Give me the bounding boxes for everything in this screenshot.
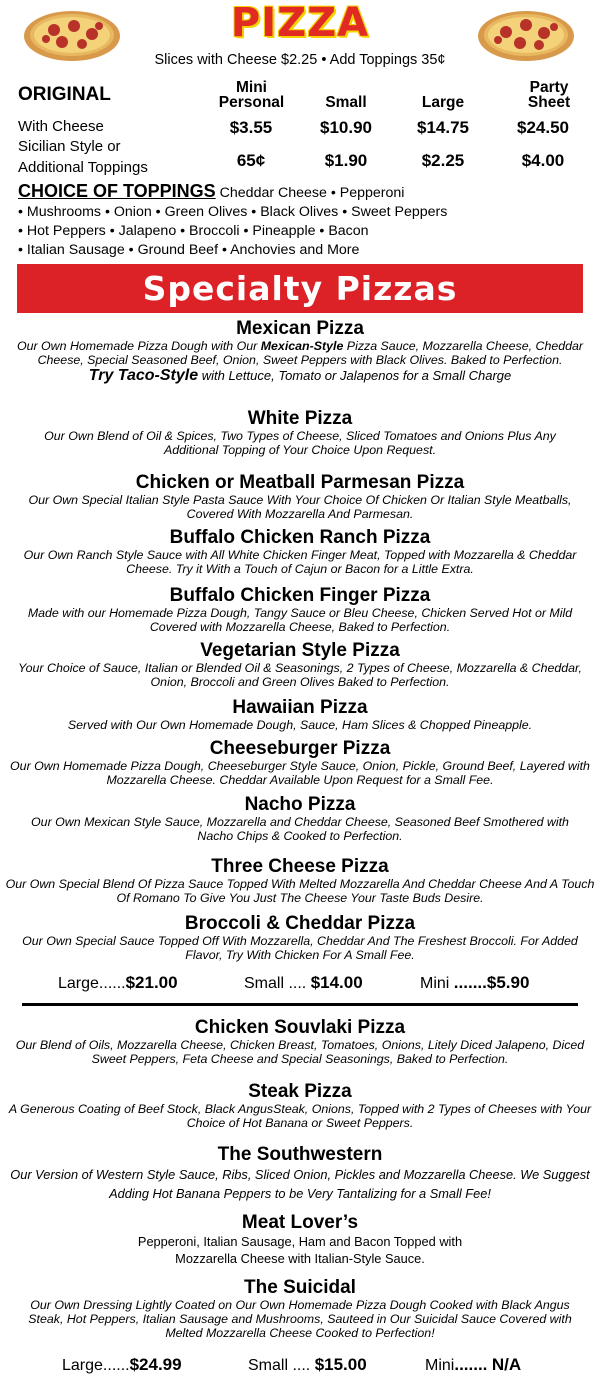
row-label: Sicilian Style or — [18, 138, 121, 155]
menu-item — [5, 528, 595, 576]
item-description: Our Own Special Blend Of Pizza Sauce Topped With Melted Mozzarella And Cheddar Cheese And A Touch Of Romano To Give You Just The Cheese Your Taste Buds Desire. — [5, 877, 595, 905]
item-description: Our Blend of Oils, Mozzarella Cheese, Chicken Breast, Tomatoes, Onions, Litely Diced Jalapeno, Diced Sweet Peppers, Feta Cheese and Special Seasonings, Baked to Perfection. — [15, 1038, 585, 1066]
item-name: Buffalo Chicken Finger Pizza — [169, 585, 431, 606]
menu-item — [5, 473, 595, 521]
item-name: White Pizza — [247, 408, 353, 429]
slice-price-subtitle: Slices with Cheese $2.25 • Add Toppings 35¢ — [154, 52, 446, 68]
price-cell: $1.90 — [324, 151, 368, 170]
group2-price-line — [0, 1355, 600, 1379]
col-party-sheet: Party Sheet — [527, 79, 571, 111]
item-name: Steak Pizza — [248, 1081, 352, 1102]
item-name: Vegetarian Style Pizza — [200, 640, 400, 661]
item-description: Our Own Homemade Pizza Dough with Our Mexican-Style Pizza Sauce, Mozzarella Cheese, Cheddar Cheese, Special Seasoned Beef, Onion, Sweet Peppers with Black Olives. Baked to Perfection. — [16, 339, 584, 367]
item-name: Broccoli & Cheddar Pizza — [184, 913, 416, 934]
item-description: Our Own Special Italian Style Pasta Sauce With Your Choice Of Chicken Or Italian Style Meatballs, Covered With Mozzarella And Parmesan. — [28, 493, 572, 521]
item-description: Your Choice of Sauce, Italian or Blended Oil & Seasonings, 2 Types of Cheese, Mozzarella & Cheddar, Onion, Broccoli and Green Olives Baked to Perfection. — [18, 661, 582, 689]
row-label: With Cheese — [18, 118, 104, 135]
mini-price: Mini....... N/A — [425, 1355, 522, 1374]
price-cell: 65¢ — [236, 151, 266, 170]
mini-price: Mini .......$5.90 — [420, 973, 530, 992]
row-label: Additional Toppings — [18, 159, 148, 176]
item-name: Chicken or Meatball Parmesan Pizza — [135, 472, 465, 493]
menu-item — [5, 641, 595, 689]
menu-item — [5, 1145, 595, 1203]
item-name: Three Cheese Pizza — [211, 856, 389, 877]
item-description: Our Own Special Sauce Topped Off With Mozzarella, Cheddar And The Freshest Broccoli. For Added Flavor, Try With Chicken For A Small Fee. — [22, 934, 578, 962]
section-divider — [22, 1003, 578, 1006]
menu-item — [5, 319, 595, 385]
price-cell: $4.00 — [521, 151, 565, 170]
menu-item — [5, 1018, 595, 1066]
item-name: Hawaiian Pizza — [232, 697, 368, 718]
item-name: Cheeseburger Pizza — [209, 738, 391, 759]
menu-item — [5, 914, 595, 962]
toppings-line: Cheddar Cheese • Pepperoni — [219, 185, 405, 201]
item-description: Our Own Homemade Pizza Dough, Cheeseburger Style Sauce, Onion, Pickle, Ground Beef, Layered with Mozzarella Cheese. Cheddar Available Upon Request for a Small Fee. — [10, 759, 590, 787]
original-price-table — [18, 80, 588, 179]
price-cell: $24.50 — [517, 118, 569, 137]
menu-title: PIZZA — [230, 0, 370, 46]
group1-price-line — [0, 973, 600, 997]
menu-item — [5, 857, 595, 905]
large-price: Large......$21.00 — [58, 973, 178, 992]
menu-item — [5, 698, 595, 732]
col-mini-personal: Mini Personal — [218, 79, 285, 111]
menu-item — [5, 409, 595, 457]
small-price: Small .... $14.00 — [244, 973, 363, 992]
item-name: Chicken Souvlaki Pizza — [194, 1017, 406, 1038]
col-large: Large — [421, 94, 465, 111]
menu-item — [5, 1082, 595, 1130]
price-row — [18, 118, 588, 138]
price-table-header — [18, 80, 588, 118]
original-heading: ORIGINAL — [18, 84, 111, 105]
item-description: Served with Our Own Homemade Dough, Sauce, Ham Slices & Chopped Pineapple. — [67, 718, 533, 732]
item-description: Pepperoni, Italian Sausage, Ham and Bacon Topped with Mozzarella Cheese with Italian-Style Sauce. — [137, 1234, 463, 1266]
col-small: Small — [325, 94, 367, 111]
menu-item — [5, 586, 595, 634]
item-name: The Suicidal — [244, 1277, 356, 1298]
menu-item — [5, 1278, 595, 1340]
item-name: Nacho Pizza — [244, 794, 356, 815]
toppings-section — [18, 182, 593, 260]
price-cell: $14.75 — [417, 118, 469, 137]
taco-style-note: Try Taco-Style with Lettuce, Tomato or Jalapenos for a Small Charge — [88, 367, 512, 384]
item-name: The Southwestern — [217, 1144, 383, 1165]
item-description: Our Own Blend of Oil & Spices, Two Types of Cheese, Sliced Tomatoes and Onions Plus Any Additional Topping of Your Choice Upon Request. — [44, 429, 556, 457]
item-name: Buffalo Chicken Ranch Pizza — [169, 527, 431, 548]
item-description: A Generous Coating of Beef Stock, Black AngusSteak, Onions, Topped with 2 Types of Cheeses with Your Choice of Hot Banana or Sweet Peppers. — [8, 1102, 592, 1130]
item-description: Our Own Dressing Lightly Coated on Our Own Homemade Pizza Dough Cooked with Black Angus Steak, Hot Peppers, Italian Sausage and Mushrooms, Sauteed in Our Suicidal Sauce Covered with Melted Mozzarella Cheese Cooked to Perfection! — [28, 1298, 572, 1340]
small-price: Small .... $15.00 — [248, 1355, 367, 1374]
menu-item — [5, 1213, 595, 1267]
large-price: Large......$24.99 — [62, 1355, 182, 1374]
price-cell: $10.90 — [320, 118, 372, 137]
item-description: Our Version of Western Style Sauce, Ribs, Sliced Onion, Pickles and Mozzarella Cheese. We Suggest Adding Hot Banana Peppers to be Very Tantalizing for a Small Fee! — [10, 1167, 590, 1201]
item-description: Made with our Homemade Pizza Dough, Tangy Sauce or Bleu Cheese, Chicken Served Hot or Mild Covered with Mozzarella Cheese, Baked to Perfection. — [27, 606, 573, 634]
item-description: Our Own Mexican Style Sauce, Mozzarella and Cheddar Cheese, Seasoned Beef Smothered with Nacho Chips & Cooked to Perfection. — [31, 815, 569, 843]
item-name: Mexican Pizza — [236, 318, 364, 339]
price-cell: $2.25 — [421, 151, 465, 170]
specialty-pizzas-banner: Specialty Pizzas — [17, 264, 583, 313]
price-row — [18, 151, 588, 179]
price-cell: $3.55 — [229, 118, 273, 137]
toppings-line: • Italian Sausage • Ground Beef • Anchovies and More — [18, 242, 360, 258]
item-name: Meat Lover’s — [241, 1212, 359, 1233]
toppings-line: • Hot Peppers • Jalapeno • Broccoli • Pineapple • Bacon — [18, 223, 369, 239]
toppings-line: • Mushrooms • Onion • Green Olives • Black Olives • Sweet Peppers — [18, 204, 448, 220]
menu-item — [5, 795, 595, 843]
item-description: Our Own Ranch Style Sauce with All White Chicken Finger Meat, Topped with Mozzarella & Cheddar Cheese. Try it With a Touch of Cajun or Bacon for a Little Extra. — [23, 548, 577, 576]
menu-item — [5, 739, 595, 787]
toppings-heading: CHOICE OF TOPPINGS — [18, 181, 216, 201]
